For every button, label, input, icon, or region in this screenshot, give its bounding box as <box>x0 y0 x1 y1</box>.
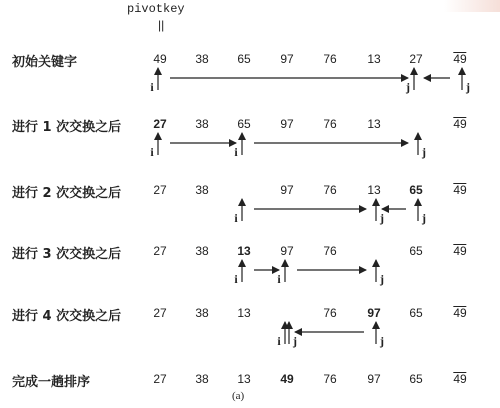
key-value: 76 <box>323 372 337 386</box>
key-value: 97 <box>280 244 294 258</box>
key-value: 76 <box>323 183 337 197</box>
key-value: 27 <box>153 306 167 320</box>
key-value: 97 <box>280 117 294 131</box>
pointer-j-label: j <box>380 211 384 225</box>
key-value: 49 <box>453 183 467 197</box>
key-value: 76 <box>323 244 337 258</box>
key-value: 27 <box>153 117 167 131</box>
key-value: 49 <box>453 306 467 320</box>
key-value: 49 <box>153 52 167 66</box>
row-label: 完成一趟排序 <box>12 375 91 390</box>
key-value: 65 <box>409 372 423 386</box>
key-value: 27 <box>409 52 423 66</box>
key-value: 49 <box>280 372 294 386</box>
key-value: 97 <box>280 52 294 66</box>
row-label: 进行 1 次交换之后 <box>12 120 122 135</box>
pointer-i-label: i <box>150 145 154 159</box>
pointer-i-label: i <box>234 211 238 225</box>
key-value: 65 <box>237 52 251 66</box>
pivotkey-label: pivotkey <box>127 2 185 16</box>
row-label: 初始关键字 <box>12 55 78 70</box>
key-value: 38 <box>195 244 209 258</box>
pointer-j-label: j <box>422 145 426 159</box>
pointer-i-label: i <box>234 145 238 159</box>
key-value: 49 <box>453 52 467 66</box>
pivotkey-marker: || <box>158 18 165 32</box>
key-value: 13 <box>237 244 251 258</box>
key-value: 38 <box>195 183 209 197</box>
key-value: 38 <box>195 372 209 386</box>
key-value: 13 <box>367 117 381 131</box>
pointer-j-label: j <box>293 334 297 348</box>
key-value: 49 <box>453 117 467 131</box>
key-value: 97 <box>280 183 294 197</box>
key-value: 38 <box>195 52 209 66</box>
key-value: 65 <box>409 183 423 197</box>
key-value: 97 <box>367 306 381 320</box>
key-value: 13 <box>237 372 251 386</box>
pointer-i-label: i <box>277 334 281 348</box>
row-label: 进行 2 次交换之后 <box>12 186 122 201</box>
key-value: 76 <box>323 52 337 66</box>
key-value: 13 <box>367 52 381 66</box>
key-value: 27 <box>153 372 167 386</box>
key-value: 65 <box>237 117 251 131</box>
key-value: 76 <box>323 117 337 131</box>
pointer-i-label: i <box>277 272 281 286</box>
pointer-j-label: j <box>406 80 410 94</box>
figure-caption: (a) <box>232 390 245 402</box>
key-value: 49 <box>453 372 467 386</box>
key-value: 13 <box>367 183 381 197</box>
key-value: 38 <box>195 117 209 131</box>
key-value: 27 <box>153 183 167 197</box>
key-value: 13 <box>237 306 251 320</box>
key-value: 97 <box>367 372 381 386</box>
key-value: 76 <box>323 306 337 320</box>
row-label: 进行 3 次交换之后 <box>12 247 122 262</box>
pointer-j-label: j <box>380 272 384 286</box>
key-value: 38 <box>195 306 209 320</box>
pointer-j-label: j <box>466 80 470 94</box>
key-value: 49 <box>453 244 467 258</box>
pointer-i-label: i <box>150 80 154 94</box>
key-value: 65 <box>409 306 423 320</box>
pointer-i-label: i <box>234 272 238 286</box>
pointer-j-label: j <box>422 211 426 225</box>
pointer-j-label: j <box>380 334 384 348</box>
key-value: 65 <box>409 244 423 258</box>
row-label: 进行 4 次交换之后 <box>12 309 122 324</box>
key-value: 27 <box>153 244 167 258</box>
